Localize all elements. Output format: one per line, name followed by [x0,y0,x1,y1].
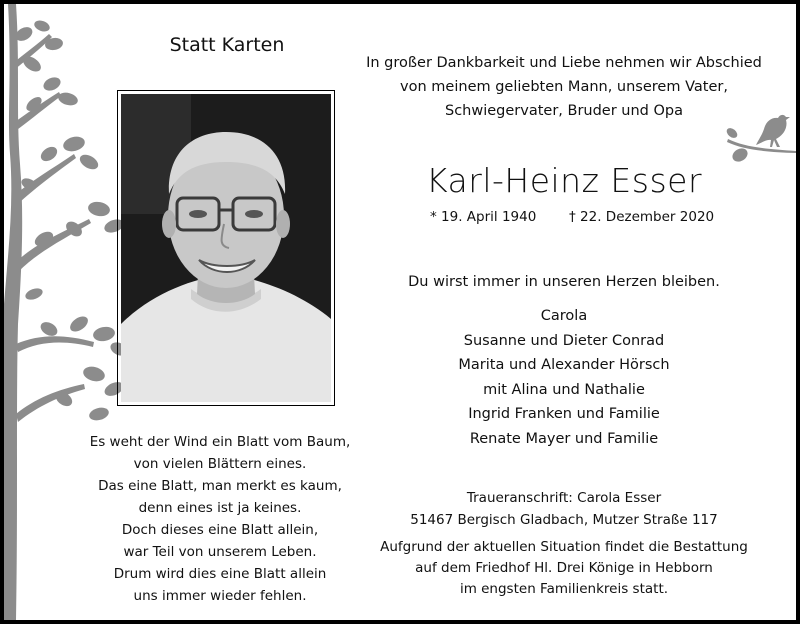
family-member: Renate Mayer und Familie [469,430,659,447]
notice-line: im engsten Familienkreis statt. [459,581,669,597]
farewell-line: Du wirst immer in unseren Herzen bleiben. [408,274,720,290]
poem-line: Das eine Blatt, man merkt es kaum, [98,478,342,494]
family-member: mit Alina und Nathalie [483,381,645,398]
intro-line: In großer Dankbarkeit und Liebe nehmen wir Abschied [366,55,762,71]
intro-line: Schwiegervater, Bruder und Opa [444,103,683,119]
intro-line: von meinem geliebten Mann, unserem Vater, [400,79,728,95]
poem-line: Doch dieses eine Blatt allein, [121,522,319,538]
birth-date: * 19. April 1940 [430,209,537,225]
portrait-frame [117,90,335,406]
deceased-name: Karl-Heinz Esser [425,161,703,200]
family-member: Ingrid Franken und Familie [468,406,660,423]
family-member: Susanne und Dieter Conrad [463,332,665,349]
mourning-address [344,487,784,531]
notice-line: Aufgrund der aktuellen Situation findet die Bestattung [380,539,748,555]
family-list [344,304,784,452]
intro-text [344,51,784,123]
family-member: Carola [540,308,588,324]
address-line: 51467 Bergisch Gladbach, Mutzer Straße 117 [410,512,718,528]
statt-karten-heading: Statt Karten [169,34,285,56]
family-member: Marita und Alexander Hörsch [458,357,670,374]
address-line: Traueranschrift: Carola Esser [466,490,662,506]
poem-line: denn eines ist ja keines. [138,500,302,516]
poem-line: uns immer wieder fehlen. [133,588,307,604]
portrait-photo [121,94,331,402]
burial-notice [344,537,784,600]
portrait-illustration-icon [121,94,331,402]
poem-line: war Teil von unserem Leben. [123,544,317,560]
death-date: † 22. Dezember 2020 [569,209,715,225]
poem-line: Es weht der Wind ein Blatt vom Baum, [89,434,351,450]
poem-line: Drum wird dies eine Blatt allein [113,566,327,582]
notice-line: auf dem Friedhof Hl. Drei Könige in Hebborn [415,560,713,576]
poem [84,431,356,607]
poem-line: von vielen Blättern eines. [133,456,307,472]
